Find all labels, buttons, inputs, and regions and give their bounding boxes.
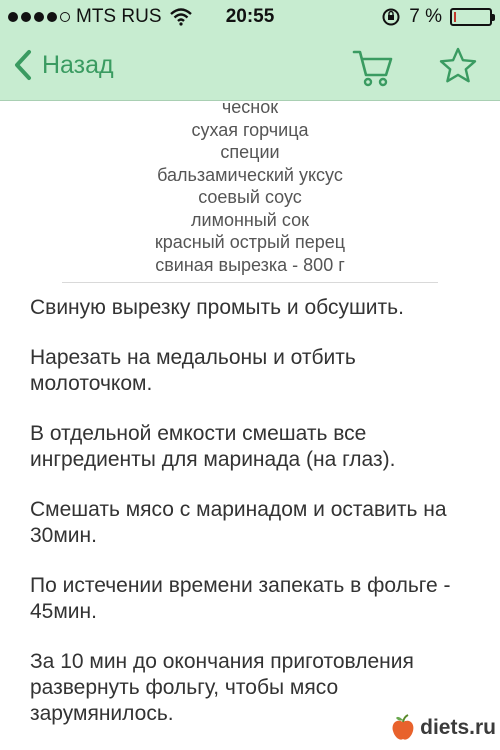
recipe-content (0, 97, 500, 750)
ingredient-item: соевый соус (198, 187, 302, 207)
recipe-steps (0, 295, 500, 727)
ingredient-item: бальзамический уксус (157, 164, 343, 185)
chevron-left-icon (12, 48, 34, 82)
ingredient-item: сухая горчица (191, 119, 309, 140)
orientation-lock-icon (381, 7, 401, 27)
status-right (381, 6, 492, 28)
battery-percent: 7 % (409, 6, 442, 27)
cart-icon[interactable] (352, 48, 394, 88)
recipe-step: Свиную вырезку промыть и обсушить. (30, 296, 404, 319)
ingredient-item: красный острый перец (154, 232, 346, 252)
ingredient-item: свиная вырезка - 800 г (155, 254, 345, 275)
back-button-label: Назад (42, 50, 114, 79)
ingredient-item: специи (220, 142, 280, 162)
ingredients-list (0, 96, 500, 276)
status-bar (0, 0, 500, 34)
status-time: 20:55 (225, 6, 275, 27)
recipe-step: Нарезать на медальоны и отбить молоточком. (30, 346, 356, 395)
back-button[interactable] (12, 48, 114, 82)
recipe-step: По истечении времени запекать в фольге - 45мин. (30, 574, 451, 623)
watermark-text: diets.ru (420, 716, 496, 739)
ingredient-item: чеснок (221, 97, 279, 117)
favorite-star-icon[interactable] (438, 46, 478, 86)
carrier-name: MTS RUS (76, 6, 162, 27)
apple-logo-icon (390, 714, 416, 742)
ingredient-item: лимонный сок (191, 209, 309, 230)
navigation-bar (0, 34, 500, 101)
recipe-step: За 10 мин до окончания приготовления развернуть фольгу, чтобы мясо зарумянилось. (30, 650, 414, 725)
divider (62, 282, 438, 283)
recipe-step: В отдельной емкости смешать все ингредиенты для маринада (на глаз). (30, 422, 396, 471)
battery-level-fill (454, 12, 456, 22)
battery-icon (450, 8, 492, 26)
recipe-step: Смешать мясо с маринадом и оставить на 30мин. (30, 498, 447, 547)
diets-watermark (390, 714, 496, 742)
